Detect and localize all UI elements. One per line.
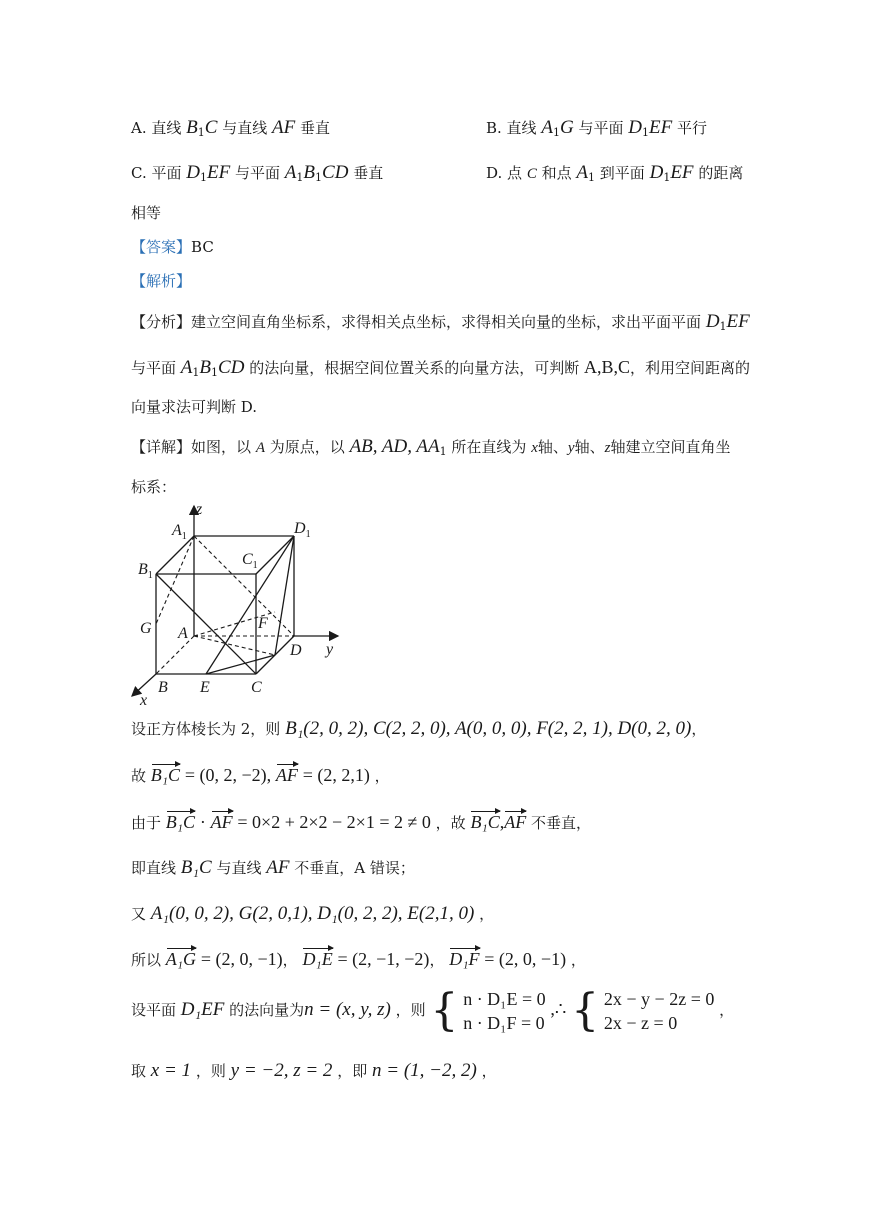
xiangjie-text: 为原点，以 [269,438,345,456]
label-C1: $C_1$ [242,551,258,571]
math: B₁(2, 0, 2), C(2, 2, 0), A(0, 0, 0), F(2, 2, 1), D(0, 2, 0) [285,718,692,739]
xiangjie-text: 轴、 [574,438,605,456]
equation-system-2 [604,987,714,1035]
step-text: 取 [131,1062,147,1080]
option-text: 垂直 [300,119,331,137]
step-7 [131,987,734,1035]
math: C [526,166,537,182]
math: EF [670,162,694,183]
math: z [604,440,611,456]
step-text: 所以 [131,951,162,969]
math: ,∴ [550,999,567,1019]
option-text: 垂直 [353,164,384,182]
label-y: y [326,641,334,658]
math: 2x − y − 2z = 0 [603,989,715,1009]
math: D₁EF [180,999,225,1020]
fenxi-line-3: 向量求法可判断 D. [131,398,258,416]
step-3 [131,811,591,834]
math: AB, AD, AA [349,436,440,457]
vector-D1E: D₁E [302,949,333,969]
label-D1: $D_1$ [294,520,311,540]
fenxi-text: 与平面 [131,359,177,377]
option-a [131,117,330,144]
step-2 [131,764,390,787]
math: = (2, 0, −1) [200,949,283,969]
fenxi-text: 建立空间直角坐标系，求得相关点坐标，求得相关向量的坐标，求出平面平面 [191,313,702,331]
analysis-label: 【解析】 [131,272,192,290]
step-text: ，则 [195,1062,226,1080]
vector-D1F: D₁F [449,949,480,969]
step-1 [131,718,706,740]
option-b [486,117,707,144]
math: , [499,812,505,832]
xiangjie-line-1 [131,436,730,463]
math: EF [726,311,750,332]
math-sub: 1 [200,171,207,184]
label-B1: $B_1$ [138,561,153,581]
math: = (2, 0, −1) [484,949,567,969]
vector-B1C: B₁C [470,812,500,832]
label-F: F [258,615,268,632]
math: A₁(0, 0, 2), G(2, 0,1), D₁(0, 2, 2), E(2,1, 0) [150,903,475,924]
math-sub: 1 [663,171,671,184]
math: A [576,162,589,183]
option-a-prefix: A. 直线 [131,119,182,137]
math: A,B,C [584,357,631,377]
step-text: 不垂直， [530,814,591,832]
math: y [567,440,575,456]
xiangjie-label: 【详解】 [131,438,192,456]
option-text: 的距离 [698,164,744,182]
step-text: ， [282,951,298,969]
math: = (2, 2,1) [302,765,370,785]
step-text: 即直线 [131,859,177,877]
step-4 [131,857,415,879]
math: B₁C [180,857,212,878]
step-text: ，则 [395,1001,426,1019]
option-c-prefix: C. 平面 [131,164,182,182]
math-sub: 1 [719,320,727,333]
xiangjie-text: 轴建立空间直角坐 [610,438,731,456]
math: D [705,311,720,332]
option-d [486,162,743,189]
fenxi-line-1 [131,311,750,338]
label-G: G [140,620,152,637]
math: = (0, 2, −2), [184,765,272,785]
answer-label: 【答案】 [131,238,192,256]
math-sub: 1 [197,126,205,139]
label-B: B [158,679,168,696]
math-sub: 1 [588,171,596,184]
option-d-prefix: D. 点 [486,164,523,182]
option-d-wrap: 相等 [131,204,162,222]
step-text: ， [570,951,586,969]
math: x = 1 [150,1060,192,1081]
math: EF [207,162,231,183]
vector-A1G: A₁G [165,949,197,969]
math: A [284,162,297,183]
option-text: 和点 [541,164,572,182]
math: D [649,162,664,183]
xiangjie-line-2: 标系： [131,478,177,496]
xiangjie-text: 如图，以 [191,438,252,456]
step-text: ， [481,1062,497,1080]
math: AF [272,117,296,138]
math-sub: 1 [642,126,649,139]
label-D: D [290,642,302,659]
math: A [255,440,265,456]
xiangjie-text: 所在直线为 [451,438,527,456]
math: C [204,117,218,138]
vector-B1C: B₁C [165,812,196,832]
vector-AF: AF [210,812,233,832]
option-text: 到平面 [599,164,645,182]
step-text: ， [479,905,495,923]
math: D [186,162,200,183]
math: n · D₁F = 0 [463,1013,545,1033]
option-text: 平行 [677,119,708,137]
math: G [559,117,574,138]
math: AF [266,857,290,878]
step-text: 故 [131,767,147,785]
label-A1: $A_1$ [172,522,187,542]
step-text: ，即 [337,1062,368,1080]
option-text: 与平面 [235,164,281,182]
math: y = −2, z = 2 [230,1060,333,1081]
label-A: A [178,625,188,642]
left-brace: { [571,985,600,1036]
math: x [531,440,538,456]
step-6 [131,948,586,971]
step-text: 由于 [131,814,162,832]
math: D [628,117,642,138]
math: B [303,162,316,183]
step-text: 不垂直，A 错误； [294,859,415,877]
vector-AF: AF [504,812,527,832]
math-sub: 1 [315,171,323,184]
math: B [186,117,198,138]
vector-B1C: B₁C [150,765,181,785]
math-sub: 1 [296,171,304,184]
math: CD [322,162,349,183]
math: CD [218,357,245,378]
cube-figure [128,502,348,707]
step-text: ， [719,1001,735,1019]
label-x: x [140,692,148,707]
step-text: 设正方体棱长为 2，则 [131,720,281,738]
math: 2x − z = 0 [603,1013,678,1033]
step-5 [131,903,494,925]
vector-AF: AF [275,765,298,785]
label-z: z [196,502,203,518]
option-c [131,162,383,189]
step-8 [131,1060,497,1082]
math: n = (1, −2, 2) [372,1060,477,1081]
answer-line [131,236,214,258]
step-text: ，故 [435,814,466,832]
math: = (2, −1, −2) [337,949,430,969]
step-text: ， [374,767,390,785]
equation-system-1 [463,987,545,1035]
fenxi-label: 【分析】 [131,313,192,331]
option-b-prefix: B. 直线 [486,119,537,137]
option-text: 与直线 [222,119,268,137]
math: B [199,357,212,378]
fenxi-line-2 [131,356,750,384]
math-sub: 1 [439,445,447,458]
math: A [180,357,193,378]
math: A [541,117,553,138]
math: EF [649,117,673,138]
step-text: ， [691,720,707,738]
step-text: 设平面 [131,1001,177,1019]
math-sub: 1 [192,366,200,379]
step-text: ， [429,951,445,969]
math-sub: 1 [211,366,219,379]
xiangjie-text: 轴、 [537,438,568,456]
fenxi-text: ，利用空间距离的 [630,359,751,377]
answer-value: BC [191,238,214,256]
math: · [199,812,206,832]
option-text: 与平面 [578,119,624,137]
step-text: 又 [131,905,147,923]
label-C: C [251,679,262,696]
step-text: 与直线 [216,859,262,877]
step-text: 的法向量为 [229,1001,305,1019]
left-brace: { [430,985,459,1036]
math: n = (x, y, z) [304,999,391,1020]
fenxi-text: 的法向量，根据空间位置关系的向量方法，可判断 [249,359,580,377]
math-sub: 1 [552,126,560,139]
math: n · D₁E = 0 [463,989,546,1009]
math: = 0×2 + 2×2 − 2×1 = 2 ≠ 0 [237,812,431,832]
label-E: E [200,679,210,696]
